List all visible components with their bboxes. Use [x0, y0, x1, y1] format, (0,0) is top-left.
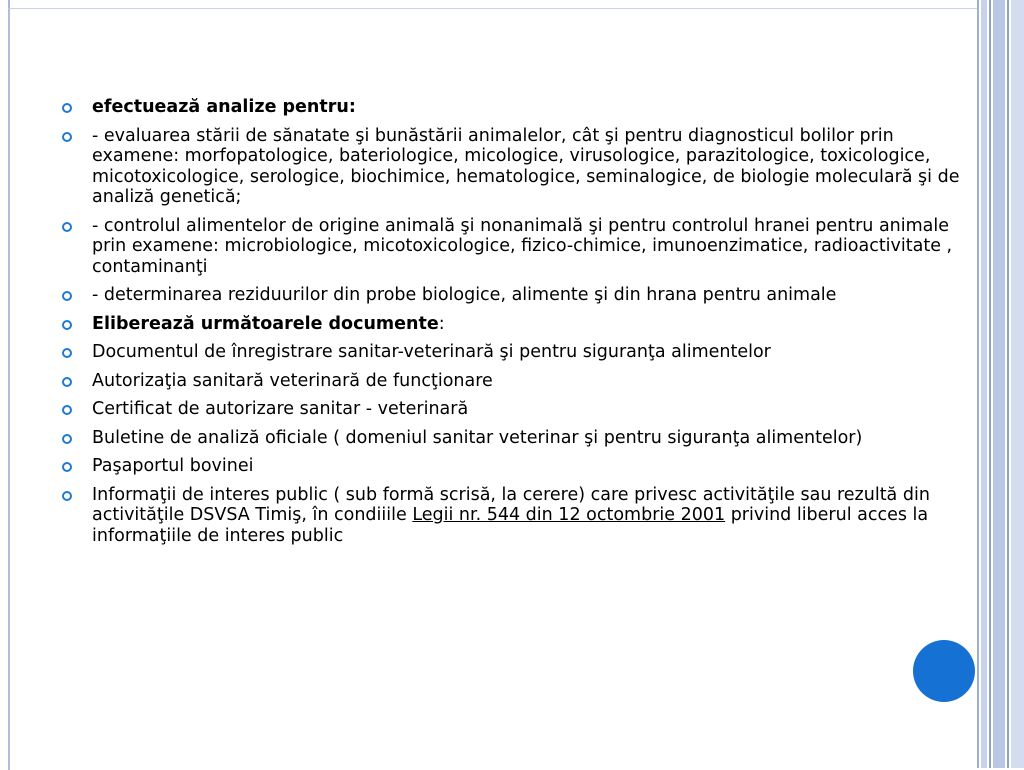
- bullet-icon: [62, 291, 72, 301]
- list-item-text: - evaluarea stării de sănatate şi bunăstării animalelor, cât şi pentru diagnosticul bolilor prin examene: morfopatologice, bateriologice, micologice, virusologice, parazitologice, toxicologice, micotoxicologice, serologice, biochimice, hematologice, seminalogice, de biologie moleculară şi de analiză genetică;: [92, 125, 960, 207]
- list-item-suffix: :: [438, 313, 445, 334]
- bullet-list: [60, 97, 975, 546]
- list-item-bold-text: Eliberează următoarele documente: [92, 313, 439, 334]
- bullet-icon: [62, 132, 72, 142]
- right-stripe: [1011, 0, 1024, 768]
- right-stripe: [1007, 0, 1009, 768]
- list-item-text: Paşaportul bovinei: [92, 456, 254, 476]
- list-item: [60, 485, 975, 547]
- list-item-text: privind liberul acces la informaţiile de interes public: [92, 505, 929, 546]
- list-item: [60, 216, 975, 278]
- list-item-text: efectuează analize pentru:: [92, 97, 356, 117]
- bullet-icon: [62, 348, 72, 358]
- bullet-icon: [62, 377, 72, 387]
- right-stripe: [993, 0, 1005, 768]
- list-item: [60, 342, 975, 363]
- slide-content: [60, 97, 975, 554]
- list-item-text: Certificat de autorizare sanitar - veterinară: [92, 399, 469, 419]
- right-stripe: [981, 0, 987, 768]
- list-item-text: - determinarea reziduurilor din probe biologice, alimente şi din hrana pentru animale: [92, 285, 837, 305]
- list-item: [60, 314, 975, 335]
- law-link[interactable]: Legii nr. 544 din 12 octombrie 2001: [412, 505, 726, 525]
- list-item-text: Informaţii de interes public ( sub formă scrisă, la cerere) care privesc activităţile sau rezultă din activităţile DSVSA Timiş, în condiiile: [92, 484, 930, 525]
- right-stripe: [977, 0, 979, 768]
- list-item-text: Documentul de înregistrare sanitar-veterinară şi pentru siguranţa alimentelor: [92, 342, 771, 362]
- bullet-icon: [62, 491, 72, 501]
- list-item-text: Buletine de analiză oficiale ( domeniul sanitar veterinar şi pentru siguranţa alimentelor): [92, 427, 863, 448]
- list-item: [60, 371, 975, 392]
- list-item-text: - controlul alimentelor de origine animală şi nonanimală şi pentru controlul hranei pentru animale prin examene: microbiologice, micotoxicologice, fizico-chimice, imunoenzimatice, radioactivitate , contaminanţi: [92, 215, 953, 277]
- list-item: [60, 285, 975, 306]
- bullet-icon: [62, 320, 72, 330]
- list-item: [60, 399, 975, 420]
- list-item: [60, 97, 975, 118]
- bullet-icon: [62, 405, 72, 415]
- list-item: [60, 126, 975, 208]
- bullet-icon: [62, 462, 72, 472]
- list-item: [60, 428, 975, 449]
- bullet-icon: [62, 434, 72, 444]
- decorative-circle: [913, 640, 975, 702]
- bullet-icon: [62, 103, 72, 113]
- right-stripe: [989, 0, 991, 768]
- list-item-text: Autorizaţia sanitară veterinară de funcţionare: [92, 370, 493, 391]
- bullet-icon: [62, 222, 72, 232]
- list-item: [60, 456, 975, 477]
